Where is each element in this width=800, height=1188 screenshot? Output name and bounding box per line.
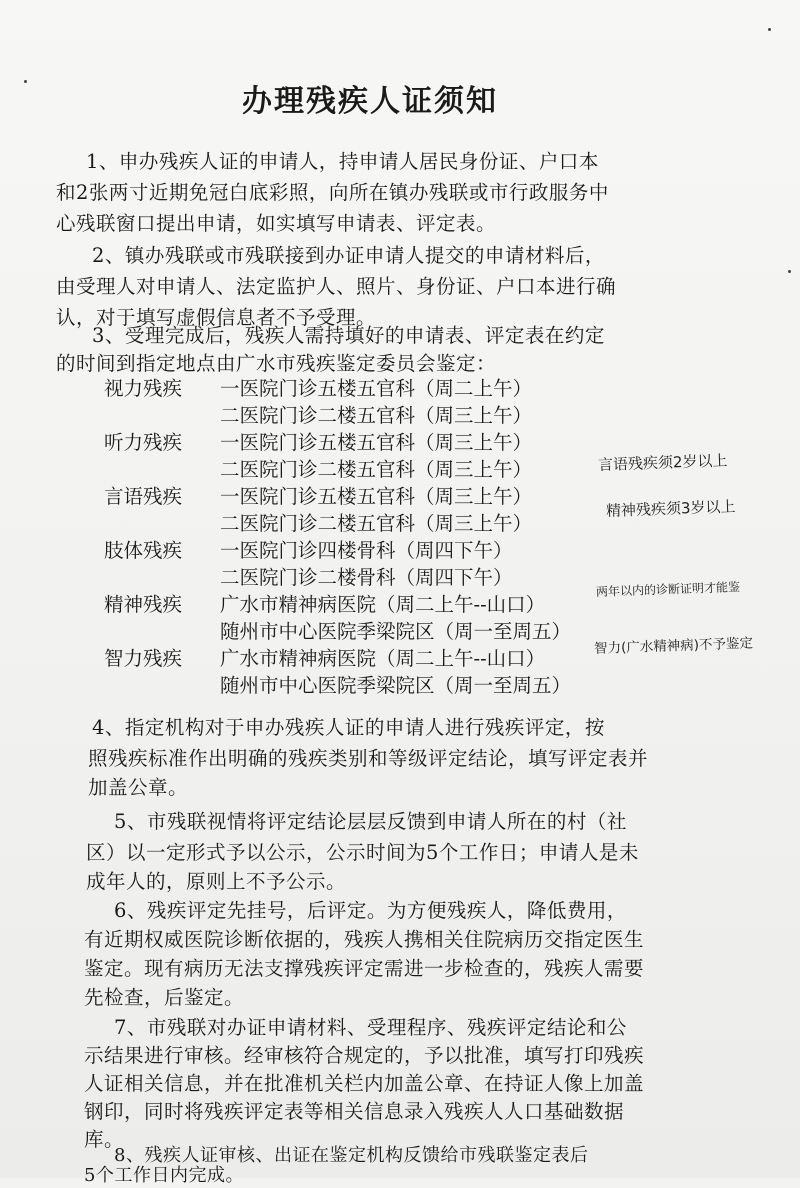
para-5-line-2: 区）以一定形式予以公示，公示时间为5个工作日；申请人是未 — [86, 841, 639, 864]
para-8-line-1: 8、残疾人证审核、出证在鉴定机构反馈给市残联鉴定表后 — [114, 1145, 589, 1166]
schedule-row — [0, 484, 700, 510]
schedule-category: 智力残疾 — [104, 647, 183, 670]
para-6-line-4: 先检查，后鉴定。 — [84, 986, 245, 1009]
schedule-row — [0, 538, 700, 564]
scan-speck — [788, 270, 791, 273]
schedule-location: 一医院门诊五楼五官科（周三上午） — [220, 431, 533, 454]
schedule-category: 肢体残疾 — [104, 539, 183, 562]
handwritten-note-intellectual: 智力(广水精神病)不予鉴定 — [593, 635, 754, 657]
schedule-row — [0, 511, 700, 537]
para-5-line-3: 成年人的，原则上不予公示。 — [86, 870, 347, 893]
schedule-category: 精神残疾 — [104, 593, 183, 616]
para-2-line-3: 认，对于填写虚假信息者不予受理。 — [56, 306, 377, 329]
para-2-line-1: 2、镇办残联或市残联接到办证申请人提交的申请材料后， — [92, 244, 605, 267]
scan-speck — [768, 28, 771, 31]
para-2-line-2: 由受理人对申请人、法定监护人、照片、身份证、户口本进行确 — [56, 275, 617, 298]
schedule-category: 听力残疾 — [104, 431, 183, 454]
schedule-location: 二医院门诊二楼骨科（周四下午） — [220, 566, 513, 589]
para-7-line-3: 人证相关信息，并在批准机关栏内加盖公章、在持证人像上加盖 — [84, 1072, 645, 1095]
para-7-line-2: 示结果进行审核。经审核符合规定的，予以批准，填写打印残疾 — [84, 1044, 645, 1067]
para-1-line-1: 1、申办残疾人证的申请人，持申请人居民身份证、户口本 — [86, 150, 599, 173]
schedule-row — [0, 403, 700, 429]
para-6-line-2: 有近期权威医院诊断依据的，残疾人携相关住院病历交指定医生 — [84, 928, 645, 951]
schedule-location: 随州市中心医院季梁院区（周一至周五） — [220, 620, 572, 643]
schedule-row — [0, 430, 700, 456]
para-7-line-5: 库。 — [84, 1128, 125, 1151]
schedule-location: 二医院门诊二楼五官科（周三上午） — [220, 512, 533, 535]
para-8-line-2: 5个工作日内完成。 — [84, 1165, 244, 1186]
schedule-row — [0, 376, 700, 402]
para-4-line-2: 照残疾标准作出明确的残疾类别和等级评定结论，填写评定表并 — [88, 747, 649, 770]
handwritten-note-speech: 言语残疾须2岁以上 — [597, 451, 728, 474]
para-4-line-1: 4、指定机构对于申办残疾人证的申请人进行残疾评定，按 — [92, 716, 605, 739]
schedule-row — [0, 457, 700, 483]
schedule-location: 一医院门诊五楼五官科（周二上午） — [220, 377, 533, 400]
document-title: 办理残疾人证须知 — [242, 84, 498, 119]
schedule-location: 一医院门诊四楼骨科（周四下午） — [220, 539, 513, 562]
scan-speck — [24, 80, 27, 83]
para-1-line-2: 和2张两寸近期免冠白底彩照，向所在镇办残联或市行政服务中 — [56, 181, 609, 204]
schedule-location: 随州市中心医院季梁院区（周一至周五） — [220, 674, 572, 697]
schedule-row — [0, 592, 700, 618]
para-3-line-2: 的时间到指定地点由广水市残疾鉴定委员会鉴定： — [56, 352, 497, 375]
schedule-location: 广水市精神病医院（周二上午--山口） — [220, 647, 546, 670]
para-7-line-1: 7、市残联对办证申请材料、受理程序、残疾评定结论和公 — [114, 1016, 627, 1039]
schedule-location: 广水市精神病医院（周二上午--山口） — [220, 593, 546, 616]
para-4-line-3: 加盖公章。 — [88, 776, 189, 799]
schedule-category: 视力残疾 — [104, 377, 183, 400]
para-7-line-4: 钢印，同时将残疾评定表等相关信息录入残疾人人口基础数据 — [84, 1100, 625, 1123]
schedule-location: 二医院门诊二楼五官科（周三上午） — [220, 404, 533, 427]
handwritten-note-mental: 精神残疾须3岁以上 — [605, 497, 736, 520]
schedule-category: 言语残疾 — [104, 485, 183, 508]
para-6-line-3: 鉴定。现有病历无法支撑残疾评定需进一步检查的，残疾人需要 — [84, 957, 645, 980]
para-1-line-3: 心残联窗口提出申请，如实填写申请表、评定表。 — [56, 212, 497, 235]
para-3-line-1: 3、受理完成后，残疾人需持填好的申请表、评定表在约定 — [92, 324, 605, 347]
para-5-line-1: 5、市残联视情将评定结论层层反馈到申请人所在的村（社 — [114, 810, 627, 833]
handwritten-note-psychiatric: 两年以内的诊断证明才能鉴 — [595, 579, 741, 599]
para-6-line-1: 6、残疾评定先挂号，后评定。为方便残疾人，降低费用， — [114, 899, 627, 922]
schedule-location: 二医院门诊二楼五官科（周三上午） — [220, 458, 533, 481]
schedule-row — [0, 673, 700, 699]
schedule-location: 一医院门诊五楼五官科（周三上午） — [220, 485, 533, 508]
